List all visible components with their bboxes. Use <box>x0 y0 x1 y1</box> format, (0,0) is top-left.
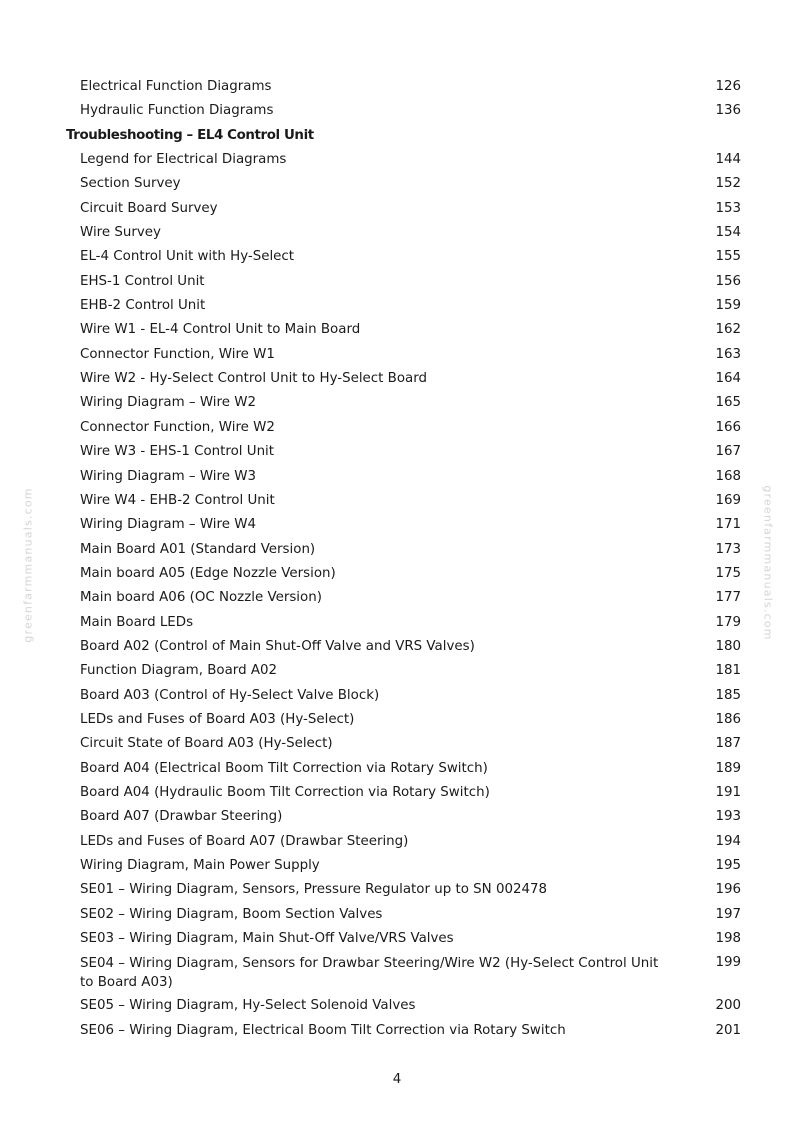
toc-entry-page: 166 <box>715 419 741 435</box>
toc-entry[interactable] <box>0 830 794 854</box>
toc-entry-page: 195 <box>715 858 741 873</box>
toc-entry[interactable] <box>0 708 794 732</box>
table-of-contents <box>0 75 794 1043</box>
toc-entry-title: EL-4 Control Unit with Hy-Select <box>80 249 295 265</box>
toc-entry[interactable] <box>0 343 794 367</box>
toc-entry-title: SE04 – Wiring Diagram, Sensors for Drawbar Steering/Wire W2 (Hy-Select Control Unit to Board A03) <box>80 956 659 991</box>
toc-entry-page: 156 <box>715 273 741 289</box>
toc-entry-page: 162 <box>715 322 741 338</box>
toc-entry[interactable] <box>0 172 794 196</box>
toc-entry[interactable] <box>0 294 794 318</box>
toc-entry-page: 196 <box>715 882 741 898</box>
watermark-right: greenfarmmanuals.com <box>761 485 775 641</box>
toc-entry-page: 198 <box>715 931 741 947</box>
toc-entry[interactable] <box>0 927 794 951</box>
toc-entry-title: Wire W3 - EHS-1 Control Unit <box>80 444 275 460</box>
toc-entry-page: 144 <box>715 152 741 168</box>
toc-entry-title: EHB-2 Control Unit <box>80 298 206 314</box>
toc-entry[interactable] <box>0 878 794 902</box>
toc-entry-title: Wiring Diagram – Wire W2 <box>80 395 256 411</box>
toc-entry[interactable] <box>0 854 794 878</box>
toc-entry[interactable] <box>0 465 794 489</box>
toc-entry[interactable] <box>0 611 794 635</box>
toc-entry-page: 179 <box>715 614 741 630</box>
toc-entry-title: Wire W1 - EL-4 Control Unit to Main Board <box>80 322 361 338</box>
toc-entry[interactable] <box>0 318 794 342</box>
toc-entry-page: 180 <box>715 638 741 654</box>
toc-entry-title: Main board A06 (OC Nozzle Version) <box>80 590 322 606</box>
toc-entry-title: SE02 – Wiring Diagram, Boom Section Valves <box>80 906 383 922</box>
toc-entry-page: 126 <box>715 79 741 94</box>
toc-entry[interactable] <box>0 513 794 537</box>
toc-entry-page: 201 <box>715 1022 741 1038</box>
page-number: 4 <box>392 1072 402 1087</box>
toc-entry-title: Wire Survey <box>80 225 161 241</box>
toc-entry-title: Function Diagram, Board A02 <box>80 663 278 679</box>
toc-entry-title: SE05 – Wiring Diagram, Hy-Select Solenoid Valves <box>80 998 416 1014</box>
toc-entry-page: 152 <box>715 176 741 192</box>
toc-entry-title: Wiring Diagram – Wire W4 <box>80 517 256 533</box>
toc-entry-page: 194 <box>715 833 741 849</box>
toc-entry-page: 191 <box>715 784 741 800</box>
toc-entry-title: SE06 – Wiring Diagram, Electrical Boom Tilt Correction via Rotary Switch <box>80 1022 566 1038</box>
toc-entry-page: 165 <box>715 395 741 411</box>
toc-entry[interactable] <box>0 416 794 440</box>
toc-entry[interactable] <box>0 197 794 221</box>
toc-entry-page: 167 <box>715 444 741 460</box>
toc-entry[interactable] <box>0 586 794 610</box>
toc-entry-page: 164 <box>715 371 741 387</box>
toc-entry-title: Hydraulic Function Diagrams <box>80 103 274 119</box>
toc-entry-title: Board A03 (Control of Hy-Select Valve Block) <box>80 687 380 703</box>
toc-entry-title: Wiring Diagram – Wire W3 <box>80 468 256 484</box>
toc-entry-title: Board A04 (Electrical Boom Tilt Correction via Rotary Switch) <box>80 760 488 776</box>
toc-entry[interactable] <box>0 805 794 829</box>
watermark-left: greenfarmmanuals.com <box>21 487 35 643</box>
toc-entry[interactable] <box>0 538 794 562</box>
toc-entry-page: 181 <box>715 663 741 679</box>
toc-entry-page: 153 <box>715 200 741 216</box>
toc-entry-title: Main board A05 (Edge Nozzle Version) <box>80 565 336 581</box>
toc-entry-page: 159 <box>715 298 741 314</box>
toc-entry[interactable] <box>0 221 794 245</box>
toc-entry-page: 185 <box>715 687 741 703</box>
toc-entry[interactable] <box>0 635 794 659</box>
toc-entry-page: 193 <box>715 809 741 825</box>
toc-entry-title: Wire W4 - EHB-2 Control Unit <box>80 492 275 508</box>
toc-entry-page: 200 <box>715 998 741 1014</box>
toc-entry[interactable] <box>0 1019 794 1043</box>
toc-heading-title: Troubleshooting – EL4 Control Unit <box>66 127 314 143</box>
toc-entry[interactable] <box>0 659 794 683</box>
toc-entry-title: Wire W2 - Hy-Select Control Unit to Hy-Select Board <box>80 371 428 387</box>
toc-entry[interactable] <box>0 391 794 415</box>
toc-entry-page: 171 <box>715 517 741 533</box>
toc-entry[interactable] <box>0 245 794 269</box>
toc-entry-title: Main Board LEDs <box>80 614 194 630</box>
toc-entry-title: SE03 – Wiring Diagram, Main Shut-Off Valve/VRS Valves <box>80 931 454 947</box>
toc-entry-title: Board A07 (Drawbar Steering) <box>80 809 283 825</box>
toc-entry-page: 177 <box>715 590 741 606</box>
toc-entry-page: 169 <box>715 492 741 508</box>
toc-entry-title: Board A04 (Hydraulic Boom Tilt Correction via Rotary Switch) <box>80 784 490 800</box>
toc-entry[interactable] <box>0 781 794 805</box>
toc-entry-page: 197 <box>715 906 741 922</box>
toc-entry[interactable] <box>0 440 794 464</box>
toc-entry-page: 168 <box>715 468 741 484</box>
toc-section-heading[interactable] <box>0 124 794 148</box>
toc-entry-page: 189 <box>715 760 741 776</box>
toc-entry-title: LEDs and Fuses of Board A03 (Hy-Select) <box>80 711 355 727</box>
toc-entry[interactable] <box>0 684 794 708</box>
toc-entry-title: Circuit State of Board A03 (Hy-Select) <box>80 736 333 752</box>
toc-entry[interactable] <box>0 562 794 586</box>
toc-entry-page: 173 <box>715 541 741 557</box>
toc-entry-title: Board A02 (Control of Main Shut-Off Valve and VRS Valves) <box>80 638 475 654</box>
toc-entry-page: 154 <box>715 225 741 241</box>
toc-entry-title: LEDs and Fuses of Board A07 (Drawbar Steering) <box>80 833 409 849</box>
toc-entry-title: Connector Function, Wire W2 <box>80 419 275 435</box>
toc-entry-title: Legend for Electrical Diagrams <box>80 152 287 168</box>
toc-entry-title: Circuit Board Survey <box>80 200 218 216</box>
toc-entry-title: Wiring Diagram, Main Power Supply <box>80 858 320 873</box>
toc-entry-page: 136 <box>715 103 741 119</box>
toc-entry-page: 187 <box>715 736 741 752</box>
toc-entry-page: 163 <box>715 346 741 362</box>
toc-entry[interactable] <box>0 75 794 99</box>
toc-entry[interactable] <box>0 270 794 294</box>
toc-entry[interactable] <box>0 903 794 927</box>
toc-entry-title: EHS-1 Control Unit <box>80 273 205 289</box>
toc-entry-page: 175 <box>715 565 741 581</box>
toc-entry[interactable] <box>0 99 794 123</box>
toc-entry-page: 186 <box>715 711 741 727</box>
toc-entry-title: SE01 – Wiring Diagram, Sensors, Pressure Regulator up to SN 002478 <box>80 882 548 898</box>
toc-entry-title: Electrical Function Diagrams <box>80 79 272 94</box>
toc-entry-title: Main Board A01 (Standard Version) <box>80 541 316 557</box>
toc-entry-page: 155 <box>715 249 741 265</box>
toc-entry-title: Section Survey <box>80 176 181 192</box>
toc-entry[interactable] <box>0 951 794 994</box>
toc-entry[interactable] <box>0 367 794 391</box>
toc-entry-title: Connector Function, Wire W1 <box>80 346 275 362</box>
toc-entry[interactable] <box>0 757 794 781</box>
toc-entry[interactable] <box>0 148 794 172</box>
toc-entry[interactable] <box>0 994 794 1018</box>
toc-entry[interactable] <box>0 489 794 513</box>
toc-entry-page: 199 <box>715 955 741 971</box>
toc-entry[interactable] <box>0 732 794 756</box>
